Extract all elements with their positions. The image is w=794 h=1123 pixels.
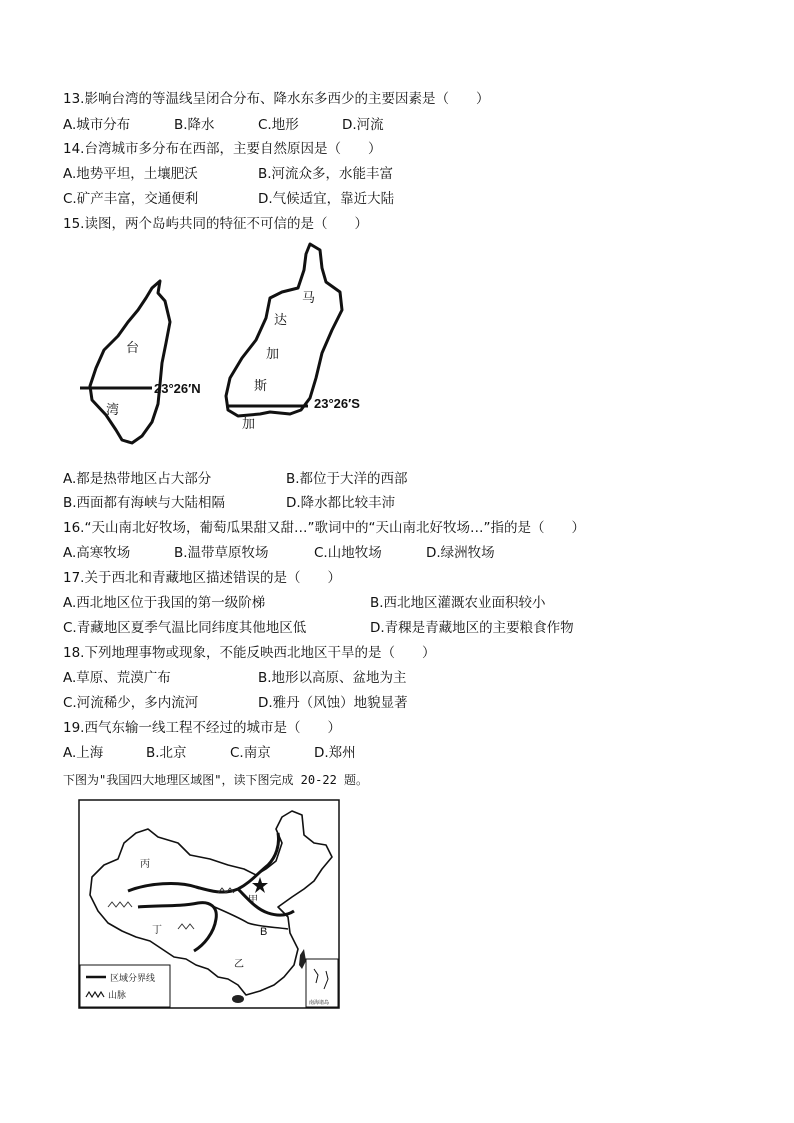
madagascar-island-outline <box>226 244 342 416</box>
q18-option-b: B.地形以高原、盆地为主 <box>258 670 407 686</box>
question-19-stem: 19.西气东输一线工程不经过的城市是（ ） <box>63 720 341 736</box>
q14-option-c: C.矿产丰富，交通便利 <box>63 191 199 207</box>
q15-option-d: D.降水都比较丰沛 <box>286 495 396 511</box>
south-sea-inset-caption: 南海诸岛 <box>309 1000 330 1006</box>
q16-option-a: A.高寒牧场 <box>63 545 131 561</box>
q14-option-d: D.气候适宜，靠近大陆 <box>258 191 395 207</box>
q19-option-d: D.郑州 <box>314 745 356 761</box>
question-14-stem: 14.台湾城市多分布在西部，主要自然原因是（ ） <box>63 141 382 157</box>
point-label-b: B <box>260 926 268 938</box>
q19-option-b: B.北京 <box>146 745 187 761</box>
q15-option-b: B.都位于大洋的西部 <box>286 471 408 487</box>
q16-option-b: B.温带草原牧场 <box>174 545 269 561</box>
madagascar-label-4: 斯 <box>254 379 268 394</box>
hainan-island <box>232 995 244 1003</box>
china-regions-map <box>78 799 340 1009</box>
madagascar-label-2: 达 <box>274 313 288 328</box>
q20-22-intro: 下图为"我国四大地理区域图"，读下图完成 20-22 题。 <box>63 773 369 787</box>
q17-option-d: D.青稞是青藏地区的主要粮食作物 <box>370 620 574 636</box>
taiwan-label-1: 台 <box>126 341 140 356</box>
q17-option-a: A.西北地区位于我国的第一级阶梯 <box>63 595 266 611</box>
q15-option-c: B.西面都有海峡与大陆相隔 <box>63 495 226 511</box>
q13-option-b: B.降水 <box>174 117 215 133</box>
tropic-of-capricorn-label: 23°26′S <box>314 396 360 411</box>
q15-option-a: A.都是热带地区占大部分 <box>63 471 212 487</box>
question-13-stem: 13.影响台湾的等温线呈闭合分布、降水东多西少的主要因素是（ ） <box>63 91 490 107</box>
q13-option-a: A.城市分布 <box>63 117 131 133</box>
question-15-stem: 15.读图，两个岛屿共同的特征不可信的是（ ） <box>63 216 368 232</box>
region-label-yi: 乙 <box>234 959 244 970</box>
q17-option-b: B.西北地区灌溉农业面积较小 <box>370 595 546 611</box>
q17-option-c: C.青藏地区夏季气温比同纬度其他地区低 <box>63 620 307 636</box>
q19-option-a: A.上海 <box>63 745 104 761</box>
q18-option-c: C.河流稀少，多内流河 <box>63 695 199 711</box>
q13-option-d: D.河流 <box>342 117 384 133</box>
region-label-bing: 丙 <box>140 859 150 870</box>
question-17-stem: 17.关于西北和青藏地区描述错误的是（ ） <box>63 570 341 586</box>
question-16-stem: 16.“天山南北好牧场，葡萄瓜果甜又甜…”歌词中的“天山南北好牧场…”指的是（ ） <box>63 520 585 536</box>
q19-option-c: C.南京 <box>230 745 271 761</box>
question-18-stem: 18.下列地理事物或现象，不能反映西北地区干旱的是（ ） <box>63 645 436 661</box>
taiwan-island-outline <box>90 281 170 443</box>
q14-option-a: A.地势平坦，土壤肥沃 <box>63 166 198 182</box>
taiwan-label-2: 湾 <box>106 403 120 418</box>
islands-figure <box>70 238 370 460</box>
region-label-jia: 甲 <box>248 895 258 906</box>
q14-option-b: B.河流众多，水能丰富 <box>258 166 394 182</box>
q13-option-c: C.地形 <box>258 117 299 133</box>
tropic-of-cancer-label: 23°26′N <box>154 381 201 396</box>
q16-option-c: C.山地牧场 <box>314 545 382 561</box>
madagascar-label-5: 加 <box>242 417 256 432</box>
madagascar-label-3: 加 <box>266 347 280 362</box>
legend-boundary-label: 区域分界线 <box>110 974 156 984</box>
q16-option-d: D.绿洲牧场 <box>426 545 495 561</box>
q18-option-d: D.雅丹（风蚀）地貌显著 <box>258 695 408 711</box>
q18-option-a: A.草原、荒漠广布 <box>63 670 171 686</box>
madagascar-label-1: 马 <box>302 291 316 306</box>
legend-mountain-label: 山脉 <box>108 991 127 1001</box>
region-label-ding: 丁 <box>152 925 162 936</box>
